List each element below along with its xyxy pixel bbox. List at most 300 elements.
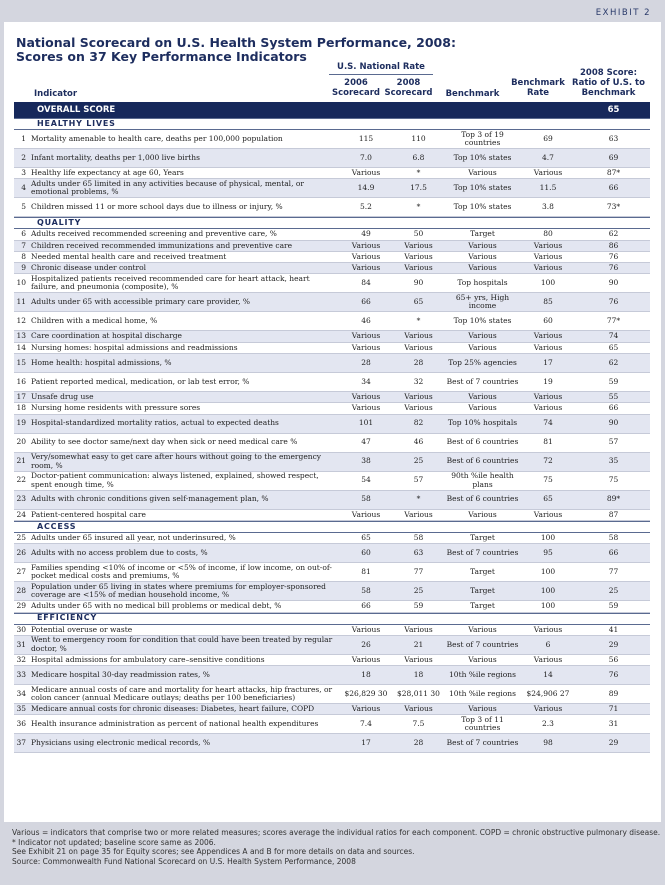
benchmark-rate: 95 [543, 548, 553, 558]
row-number: 2 [21, 152, 26, 162]
score-2006: 101 [358, 418, 374, 428]
score-2006: 60 [361, 548, 371, 558]
indicator-name: Very/somewhat easy to get care after hours without going to the emergency room, % [31, 452, 322, 470]
score-ratio: 62 [608, 357, 619, 367]
benchmark-rate: Various [533, 251, 563, 261]
indicator-name: Home health: hospital admissions, % [31, 357, 172, 367]
benchmark: Various [468, 704, 497, 714]
benchmark: Various [468, 624, 497, 634]
indicator-name: Health insurance administration as percent of national health expenditures [31, 719, 319, 729]
indicator-name: Children with a medical home, % [31, 316, 158, 326]
score-2006: 38 [361, 456, 371, 466]
score-ratio: 65 [608, 342, 619, 352]
section-header [14, 521, 650, 533]
benchmark: Target [470, 532, 495, 542]
table-row [14, 252, 650, 263]
indicator-name: Went to emergency room for condition that could have been treated by regular doctor, % [31, 635, 333, 653]
score-2008: 18 [413, 669, 424, 679]
score-ratio: 55 [608, 392, 619, 402]
score-ratio: 66 [608, 183, 619, 193]
row-number: 28 [16, 586, 26, 596]
table-row [14, 491, 650, 510]
benchmark-rate: 100 [540, 601, 556, 611]
score-2008: 28 [413, 738, 424, 748]
indicator-name: Children received recommended immunizations and preventive care [31, 240, 293, 250]
indicator-name: Needed mental health care and received treatment [31, 251, 227, 261]
score-2006: 34 [361, 376, 371, 386]
indicator-name: Patient-centered hospital care [31, 509, 146, 519]
score-2008: 77 [413, 567, 424, 577]
row-number: 35 [16, 704, 26, 714]
benchmark: 10th %ile regions [449, 688, 516, 698]
table-row [14, 274, 650, 293]
benchmark-rate: 72 [543, 456, 553, 466]
benchmark-rate-header: Benchmark Rate [511, 78, 565, 98]
table-row [14, 263, 650, 274]
table-row [14, 544, 650, 563]
table-row [14, 331, 650, 342]
benchmark: 10th %ile regions [449, 669, 516, 679]
row-number: 32 [16, 654, 26, 664]
indicator-name: Medicare hospital 30-day readmission rates, % [31, 669, 210, 679]
table-row [14, 601, 650, 612]
score-2006: 66 [361, 297, 371, 307]
score-2008: * [416, 494, 421, 504]
score-2008: Various [404, 509, 433, 519]
table-row [14, 734, 650, 753]
table-row [14, 666, 650, 685]
benchmark-rate: Various [533, 654, 563, 664]
row-number: 12 [16, 316, 26, 326]
score-2006: 18 [361, 669, 371, 679]
col-2008-header: 2008 Scorecard [384, 78, 433, 98]
benchmark: Various [468, 509, 497, 519]
score-ratio: 87* [606, 167, 621, 177]
score-2006: 65 [361, 532, 371, 542]
score-2006: 26 [361, 639, 371, 649]
score-2008: $28,011 30 [397, 688, 440, 698]
score-ratio: 90 [608, 418, 619, 428]
score-2008: * [416, 202, 421, 212]
score-ratio: 76 [608, 297, 619, 307]
score-ratio: 59 [608, 601, 619, 611]
benchmark: Best of 7 countries [446, 376, 519, 386]
us-rate-rule [329, 74, 433, 75]
row-number: 7 [21, 240, 26, 250]
row-number: 10 [16, 278, 26, 288]
score-header: 2008 Score: Ratio of U.S. to Benchmark [572, 68, 645, 98]
benchmark-rate: Various [533, 704, 563, 714]
exhibit-label: EXHIBIT 2 [595, 8, 651, 18]
score-2006: Various [351, 263, 381, 273]
indicator-name: Adults with chronic conditions given self-management plan, % [31, 494, 269, 504]
score-2006: 84 [361, 278, 371, 288]
score-2006: Various [351, 342, 381, 352]
table-row [14, 403, 650, 414]
score-ratio: 74 [608, 331, 619, 341]
benchmark: Top 10% states [453, 183, 512, 193]
score-2008: 59 [413, 601, 424, 611]
benchmark-rate: 81 [543, 437, 553, 447]
indicator-name: Physicians using electronic medical records, % [31, 738, 211, 748]
indicator-name: Adults under 65 insured all year, not underinsured, % [31, 532, 236, 542]
table-row [14, 434, 650, 453]
score-2006: 47 [361, 437, 371, 447]
benchmark: Target [470, 601, 495, 611]
table-row [14, 392, 650, 403]
score-ratio: 77 [608, 567, 619, 577]
score-2008: 25 [413, 586, 424, 596]
score-ratio: 35 [608, 456, 619, 466]
indicator-name: Adults under 65 limited in any activities because of physical, mental, or emotional problems, % [31, 178, 304, 197]
benchmark-rate: Various [533, 624, 563, 634]
score-2006: Various [351, 624, 381, 634]
table-row [14, 636, 650, 655]
score-2006: 58 [361, 494, 371, 504]
table-row [14, 685, 650, 704]
section-header [14, 118, 650, 130]
overall-score-label: OVERALL SCORE [37, 104, 116, 115]
score-ratio: 59 [608, 376, 619, 386]
score-2008: Various [404, 251, 433, 261]
score-2008: Various [404, 403, 433, 413]
indicator-name: Hospital-standardized mortality ratios, actual to expected deaths [31, 418, 279, 428]
score-2006: 17 [361, 738, 371, 748]
score-ratio: 90 [608, 278, 619, 288]
score-2008: 110 [411, 133, 426, 143]
score-2008: Various [404, 654, 433, 664]
benchmark-rate: 85 [543, 297, 553, 307]
benchmark: Target [470, 567, 495, 577]
benchmark-rate: Various [533, 263, 563, 273]
score-2006: 7.4 [360, 719, 372, 729]
score-2008: 90 [413, 278, 424, 288]
score-2008: 82 [413, 418, 424, 428]
scorecard-table [14, 102, 650, 753]
indicator-name: Medicare annual costs of care and mortality for heart attacks, hip fractures, or colon cancer (annual Medicare outlays; deaths per 100 beneficiaries) [31, 684, 333, 703]
section-header [14, 217, 650, 229]
score-2006: 7.0 [360, 152, 372, 162]
row-number: 31 [16, 639, 26, 649]
row-number: 1 [21, 133, 26, 143]
row-number: 20 [16, 437, 26, 447]
benchmark-rate: 75 [543, 475, 553, 485]
score-2006: 14.9 [357, 183, 375, 193]
benchmark-rate: 65 [543, 494, 553, 504]
benchmark: Best of 6 countries [446, 494, 519, 504]
indicator-name: Adults under 65 with no medical bill problems or medical debt, % [31, 601, 282, 611]
score-2006: 66 [361, 601, 371, 611]
row-number: 3 [21, 167, 26, 177]
footnote: Various = indicators that comprise two or more related measures; scores average the individual ratios for each component. COPD = chronic obstructive pulmonary disease. [12, 828, 661, 837]
benchmark: Top 3 of 19 countries [461, 129, 504, 147]
score-2008: Various [404, 624, 433, 634]
indicator-name: Adults under 65 with accessible primary care provider, % [31, 297, 251, 307]
indicator-header: Indicator [34, 89, 78, 99]
benchmark-rate: 100 [540, 567, 556, 577]
row-number: 16 [16, 376, 26, 386]
score-2006: Various [351, 251, 381, 261]
row-number: 15 [16, 357, 26, 367]
indicator-name: Hospitalized patients received recommended care for heart attack, heart failure, and pneumonia (composite), % [31, 274, 310, 292]
table-row [14, 472, 650, 491]
section-title: QUALITY [37, 218, 82, 228]
benchmark-rate: 69 [543, 133, 553, 143]
score-2008: 46 [413, 437, 424, 447]
benchmark-rate: Various [533, 342, 563, 352]
us-rate-group-header: U.S. National Rate [337, 62, 425, 72]
row-number: 13 [16, 331, 26, 341]
row-number: 18 [16, 403, 26, 413]
benchmark-rate: Various [533, 240, 563, 250]
overall-score-row [14, 102, 650, 118]
score-2008: Various [404, 342, 433, 352]
indicator-name: Infant mortality, deaths per 1,000 live births [31, 152, 200, 162]
score-ratio: 25 [608, 586, 619, 596]
table-row [14, 655, 650, 666]
row-number: 34 [16, 688, 26, 698]
score-2006: Various [351, 331, 381, 341]
benchmark-rate: Various [533, 331, 563, 341]
benchmark-rate: 14 [543, 669, 553, 679]
benchmark-rate: 100 [540, 586, 556, 596]
benchmark-rate: $24,906 27 [526, 688, 570, 698]
benchmark-header: Benchmark [445, 89, 500, 99]
row-number: 30 [16, 624, 26, 634]
indicator-name: Children missed 11 or more school days due to illness or injury, % [31, 202, 283, 212]
benchmark-rate: 100 [540, 532, 556, 542]
score-2008: 28 [413, 357, 424, 367]
benchmark-rate: 6 [545, 639, 551, 649]
benchmark: Best of 6 countries [446, 456, 519, 466]
benchmark-rate: 80 [543, 229, 553, 239]
row-number: 6 [21, 229, 26, 239]
row-number: 9 [21, 263, 26, 273]
score-2006: 5.2 [360, 202, 372, 212]
indicator-name: Chronic disease under control [31, 263, 147, 273]
table-row [14, 582, 650, 601]
score-ratio: 31 [608, 719, 619, 729]
score-2006: 46 [361, 316, 371, 326]
benchmark: Various [468, 331, 497, 341]
row-number: 25 [16, 532, 26, 542]
col-2006-header: 2006 Scorecard [331, 78, 380, 98]
indicator-name: Hospital admissions for ambulatory care–sensitive conditions [31, 654, 265, 664]
benchmark: Top 10% states [453, 152, 512, 162]
benchmark-rate: Various [533, 509, 563, 519]
score-2006: 115 [358, 133, 374, 143]
score-ratio: 41 [608, 624, 619, 634]
benchmark-rate: 4.7 [542, 152, 554, 162]
score-2008: Various [404, 263, 433, 273]
benchmark: Various [468, 392, 497, 402]
table-row [14, 229, 650, 240]
score-ratio: 29 [608, 639, 619, 649]
table-row [14, 625, 650, 636]
benchmark: Best of 6 countries [446, 437, 519, 447]
score-ratio: 56 [608, 654, 619, 664]
benchmark-rate: 3.8 [542, 202, 554, 212]
indicator-name: Mortality amenable to health care, deaths per 100,000 population [31, 133, 283, 143]
row-number: 26 [16, 548, 26, 558]
score-ratio: 86 [608, 240, 619, 250]
score-ratio: 76 [608, 669, 619, 679]
score-ratio: 87 [608, 509, 619, 519]
row-number: 5 [21, 202, 26, 212]
table-row [14, 715, 650, 734]
score-ratio: 57 [608, 437, 619, 447]
table-row [14, 373, 650, 392]
row-number: 37 [16, 738, 26, 748]
score-ratio: 69 [608, 152, 619, 162]
table-row [14, 343, 650, 354]
benchmark: Top 10% states [453, 202, 512, 212]
score-ratio: 75 [608, 475, 619, 485]
score-ratio: 66 [608, 548, 619, 558]
score-ratio: 89 [608, 688, 619, 698]
row-number: 29 [16, 601, 26, 611]
table-row [14, 179, 650, 198]
score-2008: 21 [413, 639, 424, 649]
score-ratio: 89* [606, 494, 621, 504]
indicator-name: Ability to see doctor same/next day when sick or need medical care % [31, 437, 298, 447]
indicator-name: Nursing home residents with pressure sores [31, 403, 201, 413]
row-number: 11 [16, 297, 26, 307]
indicator-name: Healthy life expectancy at age 60, Years [31, 167, 184, 177]
table-row [14, 241, 650, 252]
table-row [14, 510, 650, 521]
benchmark-rate: 2.3 [542, 719, 554, 729]
score-2006: Various [351, 704, 381, 714]
score-ratio: 29 [608, 738, 619, 748]
benchmark: 65+ yrs, High income [455, 293, 510, 311]
benchmark-rate: 17 [543, 357, 553, 367]
score-2006: $26,829 30 [344, 688, 388, 698]
score-2006: Various [351, 403, 381, 413]
indicator-name: Medicare annual costs for chronic diseases: Diabetes, heart failure, COPD [31, 704, 315, 714]
score-2006: 54 [361, 475, 371, 485]
score-ratio: 58 [608, 532, 619, 542]
table-row [14, 453, 650, 472]
benchmark-rate: Various [533, 392, 563, 402]
row-number: 14 [16, 342, 26, 352]
benchmark-rate: Various [533, 167, 563, 177]
score-2008: Various [404, 704, 433, 714]
benchmark: 90th %ile health plans [451, 471, 514, 489]
footnote: Source: Commonwealth Fund National Scorecard on U.S. Health System Performance, 2008 [12, 856, 356, 866]
indicator-name: Adults received recommended screening and preventive care, % [31, 229, 277, 239]
score-2008: 6.8 [412, 152, 425, 162]
score-2006: Various [351, 240, 381, 250]
score-2006: 58 [361, 586, 371, 596]
row-number: 17 [16, 392, 26, 402]
score-2008: 57 [413, 475, 424, 485]
title-line-1: National Scorecard on U.S. Health System Performance, 2008: [16, 35, 456, 50]
score-2006: 28 [361, 357, 371, 367]
benchmark: Various [468, 240, 497, 250]
title-line-2: Scores on 37 Key Performance Indicators [16, 49, 307, 64]
score-2006: Various [351, 167, 381, 177]
benchmark: Top 3 of 11 countries [461, 715, 504, 733]
score-2006: Various [351, 654, 381, 664]
score-2006: Various [351, 392, 381, 402]
indicator-name: Patient reported medical, medication, or lab test error, % [31, 376, 250, 386]
table-row [14, 563, 650, 582]
indicator-name: Adults with no access problem due to costs, % [31, 548, 208, 558]
score-2008: 25 [413, 456, 424, 466]
row-number: 21 [16, 456, 26, 466]
benchmark-rate: 100 [540, 278, 556, 288]
score-ratio: 76 [608, 251, 619, 261]
table-row [14, 198, 650, 217]
score-2008: Various [404, 240, 433, 250]
row-number: 4 [21, 183, 26, 193]
row-number: 19 [16, 418, 26, 428]
section-header [14, 613, 650, 625]
table-row [14, 704, 650, 715]
benchmark-rate: 60 [543, 316, 553, 326]
section-title: HEALTHY LIVES [37, 118, 116, 128]
benchmark-rate: 11.5 [539, 183, 557, 193]
benchmark: Top 10% hospitals [447, 418, 518, 428]
benchmark: Best of 7 countries [446, 639, 519, 649]
score-2008: 32 [413, 376, 424, 386]
overall-score-value: 65 [607, 104, 620, 115]
table-row [14, 293, 650, 312]
row-number: 33 [16, 669, 26, 679]
footnote: See Exhibit 21 on page 35 for Equity scores; see Appendices A and B for more details on data and sources. [12, 847, 415, 856]
indicator-name: Potential overuse or waste [31, 624, 133, 634]
footnote: * Indicator not updated; baseline score same as 2006. [12, 837, 216, 847]
table-row [14, 130, 650, 149]
benchmark: Various [468, 263, 497, 273]
benchmark: Best of 7 countries [446, 548, 519, 558]
indicator-name: Population under 65 living in states where premiums for employer-sponsored coverage are <15% of median household income, % [31, 581, 326, 600]
score-2008: 65 [413, 297, 424, 307]
benchmark: Various [468, 251, 497, 261]
benchmark: Target [470, 229, 495, 239]
table-row [14, 415, 650, 434]
row-number: 24 [16, 509, 26, 519]
score-2008: 63 [413, 548, 424, 558]
scorecard-sheet [4, 22, 661, 822]
score-2008: 17.5 [410, 183, 427, 193]
benchmark: Top 10% states [453, 316, 512, 326]
score-2008: Various [404, 392, 433, 402]
table-row [14, 533, 650, 544]
score-2006: 81 [361, 567, 371, 577]
benchmark: Best of 7 countries [446, 738, 519, 748]
benchmark: Various [468, 167, 497, 177]
score-2006: Various [351, 509, 381, 519]
benchmark: Top hospitals [457, 278, 508, 288]
benchmark-rate: 19 [543, 376, 553, 386]
score-2006: 49 [361, 229, 371, 239]
score-2008: 50 [413, 229, 424, 239]
benchmark-rate: 98 [543, 738, 553, 748]
row-number: 36 [16, 719, 26, 729]
benchmark: Various [468, 403, 497, 413]
score-ratio: 71 [608, 704, 619, 714]
footnotes [4, 828, 662, 866]
page-title [16, 36, 456, 64]
score-ratio: 62 [608, 229, 619, 239]
score-ratio: 77* [606, 316, 621, 326]
benchmark: Various [468, 654, 497, 664]
score-ratio: 63 [608, 133, 619, 143]
section-title: EFFICIENCY [37, 613, 98, 623]
benchmark: Target [470, 586, 495, 596]
